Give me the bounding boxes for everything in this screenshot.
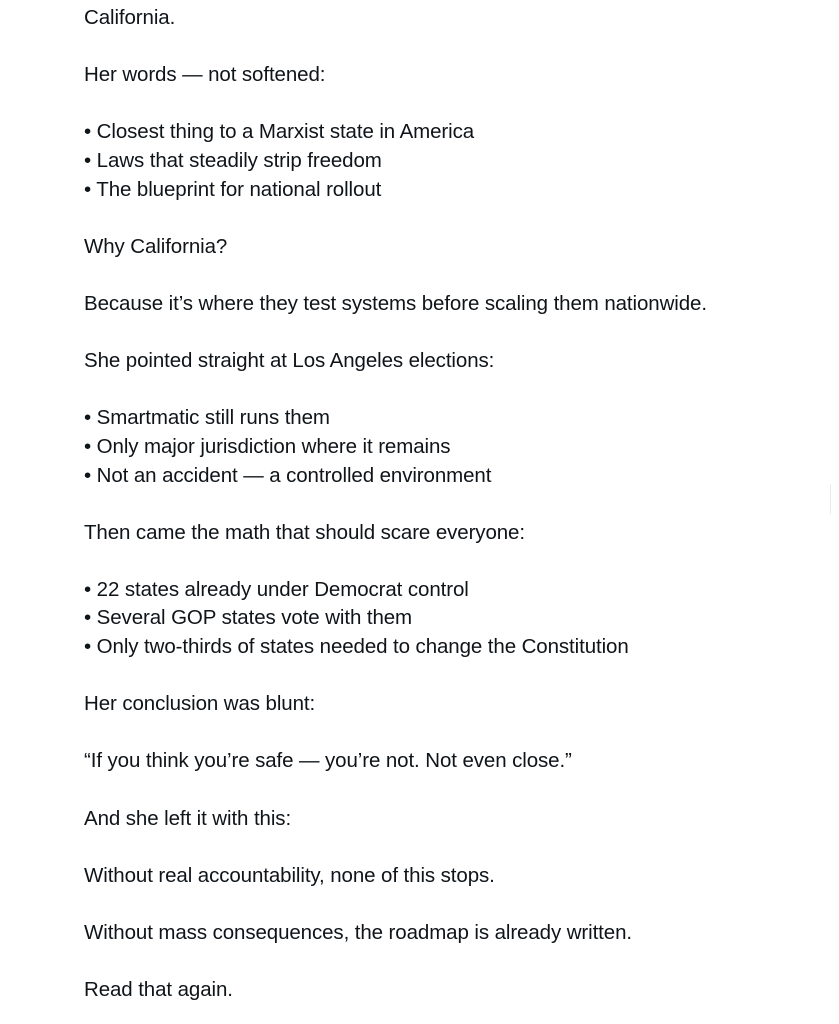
post-line: Without mass consequences, the roadmap is already written. — [84, 921, 632, 944]
paragraph-gap — [84, 319, 824, 348]
post-line: She pointed straight at Los Angeles elections: — [84, 349, 495, 373]
paragraph-gap — [84, 33, 824, 62]
bullet-item: • Only two-thirds of states needed to change the Constitution — [84, 635, 629, 659]
scrollbar-edge[interactable] — [830, 484, 839, 514]
paragraph-gap — [84, 833, 824, 862]
paragraph-gap — [84, 890, 824, 919]
post-line: Without real accountability, none of this stops. — [84, 863, 495, 887]
bullet-item: • Smartmatic still runs them — [84, 406, 330, 430]
paragraph-gap — [84, 90, 824, 119]
bullet-item: • Closest thing to a Marxist state in America — [84, 120, 475, 144]
bullet-item: • Laws that steadily strip freedom — [84, 148, 382, 172]
paragraph-gap — [84, 204, 824, 233]
paragraph-gap — [84, 662, 824, 691]
post-line: Her conclusion was blunt: — [84, 692, 316, 716]
bullet-item: • The blueprint for national rollout — [84, 177, 382, 201]
post-line: Her words — not softened: — [84, 63, 326, 87]
bullet-item: • 22 states already under Democrat control — [84, 577, 469, 601]
post-line: Because it’s where they test systems before scaling them nationwide. — [84, 291, 707, 315]
bullet-item: • Several GOP states vote with them — [84, 606, 413, 630]
post-text-body — [84, 4, 824, 1005]
bullet-item: • Only major jurisdiction where it remains — [84, 434, 451, 458]
quote-line: “If you think you’re safe — you’re not. Not even close.” — [84, 749, 572, 773]
paragraph-gap — [84, 490, 824, 519]
post-line: Read that again. — [84, 978, 233, 1002]
bullet-item: • Not an accident — a controlled environment — [84, 463, 492, 487]
paragraph-gap — [84, 719, 824, 748]
paragraph-gap — [84, 948, 824, 977]
paragraph-gap — [84, 547, 824, 576]
post-line: California. — [84, 6, 176, 29]
paragraph-gap — [84, 776, 824, 805]
paragraph-gap — [84, 376, 824, 405]
post-line: Why California? — [84, 234, 228, 258]
post-line: Then came the math that should scare everyone: — [84, 520, 525, 544]
paragraph-gap — [84, 261, 824, 290]
post-line: And she left it with this: — [84, 806, 292, 830]
